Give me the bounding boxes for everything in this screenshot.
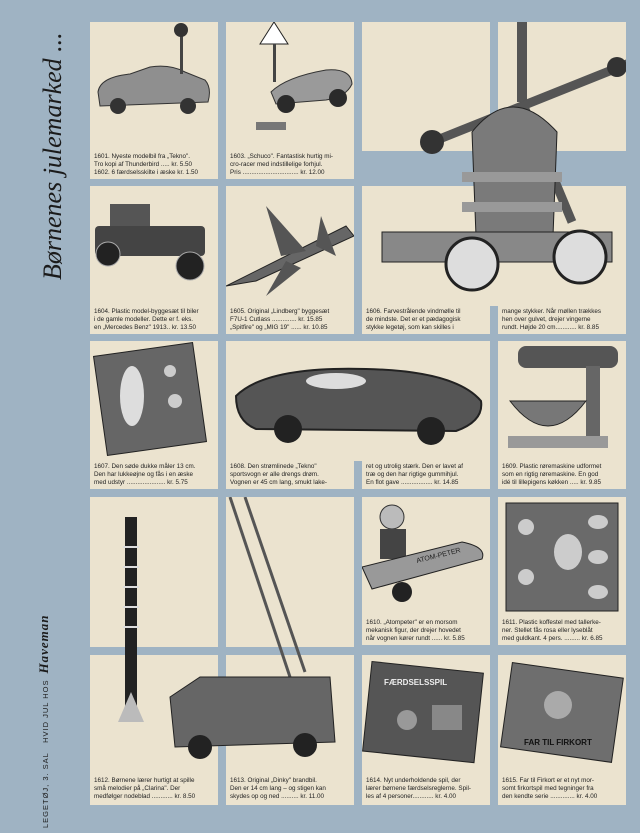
coffee-set-image bbox=[498, 497, 626, 617]
footer-text: LEGETØJ, 3. SAL bbox=[41, 752, 50, 828]
product-cell-1605[interactable] bbox=[226, 186, 354, 306]
game-title-1614: FÆRDSELSSPIL bbox=[384, 678, 448, 687]
product-cell-1615[interactable] bbox=[498, 655, 626, 775]
caption-1611: 1611. Plastic koffestel med tallerke- ner. Stellet fås rosa eller lyseblåt med guldkant. 4 pers. ......... kr. 6.85 bbox=[498, 617, 626, 645]
caption-1605: 1605. Original „Lindberg" byggesæt F7U-1 Cutlass .............. kr. 15.85 „Spitfire" og „MIG 19" ...... kr. 10.85 bbox=[226, 306, 354, 334]
caption-1614: 1614. Nyt underholdende spil, der lærer børnene færdselsreglerne. Spil- les af 4 personer............ kr. 4.00 bbox=[362, 775, 490, 805]
caption-1609: 1609. Plastic røremaskine udformet som en rigtig røremaskine. En god idé til lillepigens køkken ..... kr. 9.85 bbox=[498, 461, 626, 489]
page-title-text: Børnenes julemarked ... bbox=[38, 32, 67, 280]
product-cell-1608[interactable] bbox=[226, 341, 490, 461]
caption-1604: 1604. Plastic model-byggesæt til biler i de gamle modeller. Dette er f. eks. en „Mercedes Benz" 1913.. kr. 13.50 bbox=[90, 306, 218, 334]
game-title-1615: FAR TIL FIRKORT bbox=[524, 738, 592, 747]
page-title bbox=[18, 30, 68, 290]
brand-logo: Haveman bbox=[36, 614, 51, 674]
rocket-label: ATOM-PETER bbox=[415, 547, 462, 565]
jet-plane-image bbox=[226, 186, 354, 306]
sportscar-image bbox=[226, 341, 490, 461]
caption-1608a: 1608. Den strømlinede „Tekno" sportsvogn er alle drengs drøm. Vognen er 45 cm lang, smukt lake- bbox=[226, 461, 354, 489]
product-cell-1607[interactable] bbox=[90, 341, 218, 461]
caption-1612: 1612. Børnene lærer hurtigt at spille små melodier på „Clarina". Der medfølger nodeblad ............ kr. 8.50 bbox=[90, 775, 218, 805]
windmill-image bbox=[362, 22, 626, 306]
atompeter-image bbox=[362, 497, 490, 617]
caption-1606b: mange stykker. Når møllen trækkes hen over gulvet, drejer vingerne rundt. Højde 20 cm............ kr. 8.85 bbox=[498, 306, 626, 334]
mixer-image bbox=[498, 341, 626, 461]
product-cell-1603[interactable] bbox=[226, 22, 354, 151]
doll-box-image bbox=[90, 341, 218, 461]
caption-1603: 1603. „Schuco". Fantastisk hurtig mi- cro-racer med indstillelige forhjul. Pris ................................ kr. 12.00 bbox=[226, 151, 354, 179]
caption-1607: 1607. Den søde dukke måler 13 cm. Den har lukkeøjne og fås i en æske med udstyr ...................... kr. 5.75 bbox=[90, 461, 218, 489]
caption-1608b: ret og utrolig stærk. Den er lavet af træ og den har rigtige gummihjul. En flot gave .................. kr. 14.85 bbox=[362, 461, 490, 489]
card-game-image bbox=[498, 655, 626, 775]
footer-credit bbox=[34, 540, 54, 830]
product-cell-1609[interactable] bbox=[498, 341, 626, 461]
caption-1610: 1610. „Atompeter" er en morsom mekanisk figur, der drejer hovedet når vognen kører rundt ...... kr. 5.85 bbox=[362, 617, 490, 645]
toy-car-image bbox=[90, 22, 218, 151]
product-cell-1614[interactable] bbox=[362, 655, 490, 775]
product-cell-1601[interactable] bbox=[90, 22, 218, 151]
racer-image bbox=[226, 22, 354, 151]
product-cell-1611[interactable] bbox=[498, 497, 626, 617]
caption-1606a: 1606. Farvestrålende vindmølle til de mindste. Det er et pædagogisk stykke legetøj, som kan skilles i bbox=[362, 306, 490, 334]
caption-1615: 1615. Far til Firkort er et nyt mor- somt firkortspil med tegninger fra den kendte serie .............. kr. 4.00 bbox=[498, 775, 626, 805]
caption-1613: 1613. Original „Dinky" brandbil. Den er 14 cm lang – og stigen kan skydes op og ned .......... kr. 11.00 bbox=[226, 775, 354, 805]
footer-text-2: HVID JUL HOS bbox=[41, 679, 50, 743]
product-cell-1604[interactable] bbox=[90, 186, 218, 306]
product-cell-1610[interactable] bbox=[362, 497, 490, 617]
traffic-game-image bbox=[362, 655, 490, 775]
caption-1601: 1601. Nyeste modelbil fra „Tekno". Tro kopi af Thunderbird ..... kr. 5.50 1602. 6 færdselsskilte i æske kr. 1.50 bbox=[90, 151, 218, 179]
old-car-image bbox=[90, 186, 218, 306]
clarinet-firetruck-image bbox=[90, 497, 354, 775]
